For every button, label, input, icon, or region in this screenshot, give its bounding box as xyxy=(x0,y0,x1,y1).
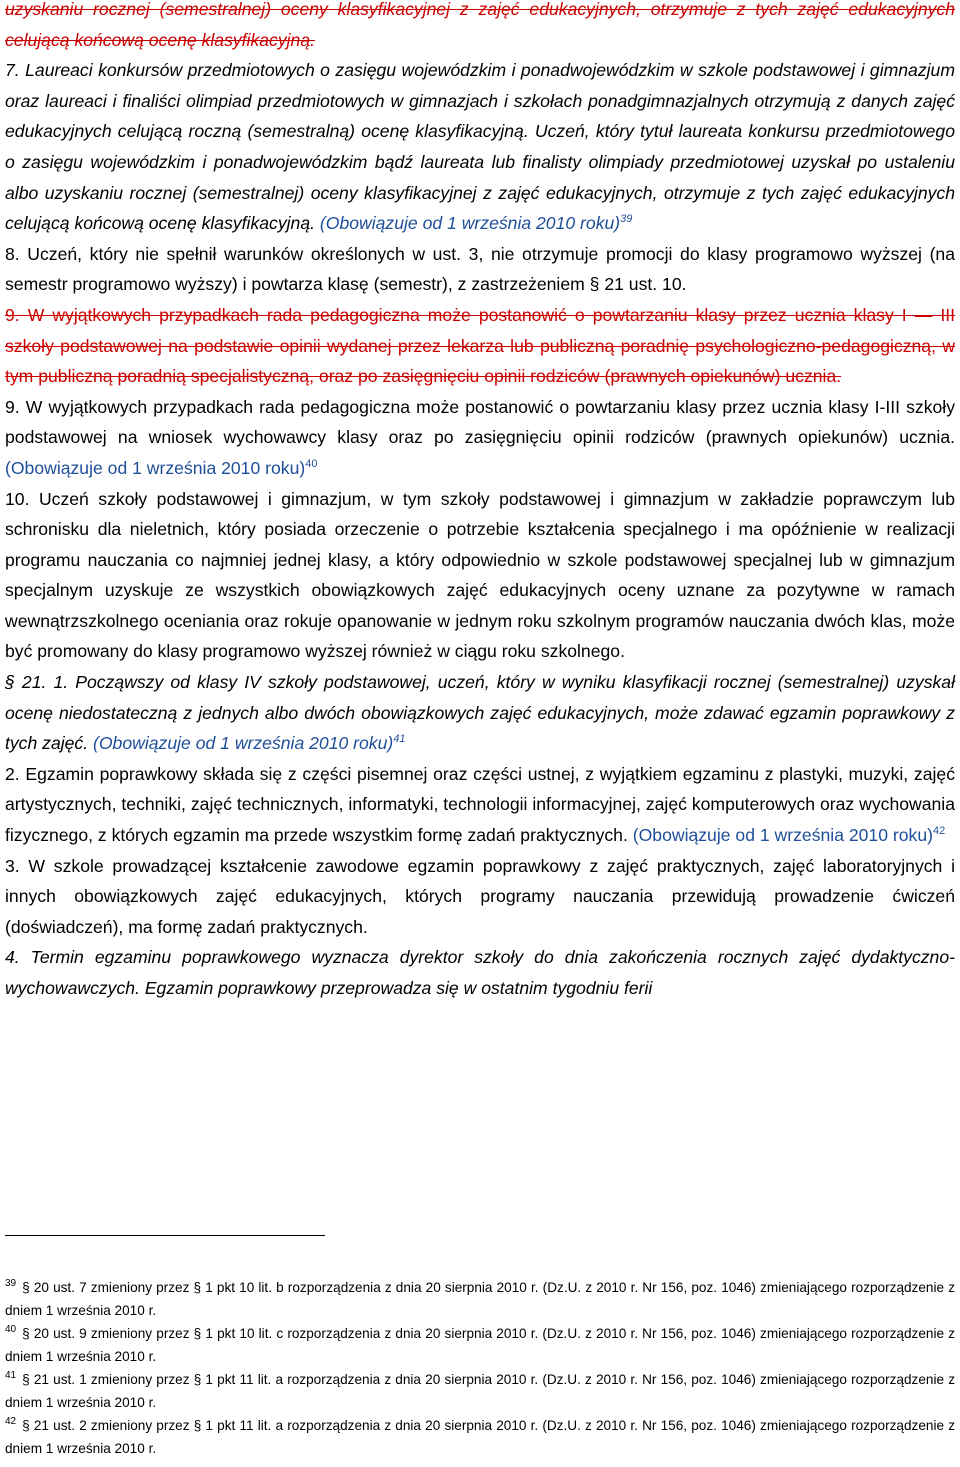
footnote-39 xyxy=(5,1276,955,1322)
section-21-paragraph-3: 3. W szkole prowadzącej kształcenie zawodowe egzamin poprawkowy z zajęć praktycznych, zajęć laboratoryjnych i innych obowiązkowych zajęć edukacyjnych, których programy nauczania przewidują prowadzenie ćwiczeń (doświadczeń), ma formę zadań praktycznych. xyxy=(5,855,955,937)
footnote-ref-41: 41 xyxy=(393,733,406,746)
footnote-separator xyxy=(5,1235,325,1236)
section-21-paragraph-2 xyxy=(5,759,955,851)
paragraph-9-effective-note: (Obowiązuje od 1 września 2010 roku) xyxy=(5,457,306,478)
footnote-number: 40 xyxy=(5,1324,17,1336)
footnote-text: § 21 ust. 1 zmieniony przez § 1 pkt 11 lit. a rozporządzenia z dnia 20 sierpnia 2010 r. (Dz.U. z 2010 r. Nr 156, poz. 1046) zmieniającego rozporządzenie z dniem 1 września 2010 r. xyxy=(5,1372,955,1410)
footnote-number: 42 xyxy=(5,1416,17,1428)
footnote-40 xyxy=(5,1322,955,1368)
section-21-paragraph-1-text: § 21. 1. Począwszy od klasy IV szkoły podstawowej, uczeń, który w wyniku klasyfikacji rocznej (semestralnej) uzyskał ocenę niedostateczną z jednych albo dwóch obowiązkowych zajęć edukacyjnych, może zdawać egzamin poprawkowy z tych zajęć. xyxy=(5,672,955,754)
paragraph-7-text: 7. Laureaci konkursów przedmiotowych o zasięgu wojewódzkim i ponadwojewódzkim w szkole podstawowej i gimnazjum oraz laureaci i finaliści olimpiad przedmiotowych w gimnazjach i szkołach ponadgimnazjalnych otrzymują z danych zajęć edukacyjnych celującą roczną (semestralną) ocenę klasyfikacyjną. Uczeń, który tytuł laureata konkursu przedmiotowego o zasięgu wojewódzkim i ponadwojewódzkim bądź laureata lub finalisty olimpiady przedmiotowej uzyskał po ustaleniu albo uzyskaniu rocznej (semestralnej) oceny klasyfikacyjnej z zajęć edukacyjnych, otrzymuje z tych zajęć edukacyjnych celującą końcową ocenę klasyfikacyjną. xyxy=(5,60,955,234)
section-21-paragraph-4: 4. Termin egzaminu poprawkowego wyznacza dyrektor szkoły do dnia zakończenia rocznych zajęć dydaktyczno-wychowawczych. Egzamin poprawkowy przeprowadza się w ostatnim tygodniu ferii xyxy=(5,947,955,998)
footnote-text: § 20 ust. 9 zmieniony przez § 1 pkt 10 lit. c rozporządzenia z dnia 20 sierpnia 2010 r. (Dz.U. z 2010 r. Nr 156, poz. 1046) zmieniającego rozporządzenie z dniem 1 września 2010 r. xyxy=(5,1326,955,1364)
footnote-text: § 20 ust. 7 zmieniony przez § 1 pkt 10 lit. b rozporządzenia z dnia 20 sierpnia 2010 r. (Dz.U. z 2010 r. Nr 156, poz. 1046) zmieniającego rozporządzenie z dniem 1 września 2010 r. xyxy=(5,1280,955,1318)
footnote-number: 39 xyxy=(5,1278,17,1290)
footnote-ref-40: 40 xyxy=(305,458,318,471)
section-21-paragraph-2-effective-note: (Obowiązuje od 1 września 2010 roku) xyxy=(632,825,933,846)
paragraph-10: 10. Uczeń szkoły podstawowej i gimnazjum, w tym szkoły podstawowej i gimnazjum w zakładzie poprawczym lub schronisku dla nieletnich, który posiada orzeczenie o potrzebie kształcenia specjalnego i ma opóźnienie w realizacji programu nauczania co najmniej jednej klasy, a który odpowiednio w szkole podstawowej specjalnej lub w gimnazjum specjalnym uzyskuje ze wszystkich obowiązkowych zajęć edukacyjnych oceny uznane za pozytywne w ramach wewnątrzszkolnego oceniania oraz rokuje opanowanie w jednym roku szkolnym programów nauczania dwóch klas, może być promowany do klasy programowo wyższej również w ciągu roku szkolnego. xyxy=(5,488,955,662)
section-21-paragraph-1 xyxy=(5,667,955,759)
footnote-41 xyxy=(5,1368,955,1414)
section-21-paragraph-1-effective-note: (Obowiązuje od 1 września 2010 roku) xyxy=(93,733,394,754)
paragraph-6-tail-struck: uzyskaniu rocznej (semestralnej) oceny klasyfikacyjnej z zajęć edukacyjnych, otrzymuje z tych zajęć edukacyjnych celującą końcową ocenę klasyfikacyjną. xyxy=(5,0,955,50)
footnote-42 xyxy=(5,1414,955,1460)
footnote-ref-42: 42 xyxy=(932,825,946,838)
footnote-number: 41 xyxy=(5,1370,17,1382)
footnotes xyxy=(5,1235,955,1460)
paragraph-9-old-struck: 9. W wyjątkowych przypadkach rada pedagogiczna może postanowić o powtarzaniu klasy przez ucznia klasy I — III szkoły podstawowej na podstawie opinii wydanej przez lekarza lub publiczną poradnię psychologiczno-pedagogiczną, w tym publiczną poradnią specjalistyczną, oraz po zasięgnięciu opinii rodziców (prawnych opiekunów) ucznia. xyxy=(5,304,955,387)
paragraph-8: 8. Uczeń, który nie spełnił warunków określonych w ust. 3, nie otrzymuje promocji do klasy programowo wyższej (na semestr programowo wyższy) i powtarza klasę (semestr), z zastrzeżeniem § 21 ust. 10. xyxy=(5,243,955,295)
paragraph-9-text: 9. W wyjątkowych przypadkach rada pedagogiczna może postanowić o powtarzaniu klasy przez ucznia klasy I-III szkoły podstawowej na wniosek wychowawcy klasy oraz po zasięgnięciu opinii rodziców (prawnych opiekunów) ucznia. xyxy=(5,396,955,448)
paragraph-7 xyxy=(5,55,955,239)
footnote-text: § 21 ust. 2 zmieniony przez § 1 pkt 11 lit. a rozporządzenia z dnia 20 sierpnia 2010 r. (Dz.U. z 2010 r. Nr 156, poz. 1046) zmieniającego rozporządzenie z dniem 1 września 2010 r. xyxy=(5,1418,955,1456)
paragraph-7-effective-note: (Obowiązuje od 1 września 2010 roku) xyxy=(319,213,621,234)
section-21-paragraph-2-text: 2. Egzamin poprawkowy składa się z części pisemnej oraz części ustnej, z wyjątkiem egzaminu z plastyki, muzyki, zajęć artystycznych, techniki, zajęć technicznych, informatyki, technologii informacyjnej, zajęć komputerowych oraz wychowania fizycznego, z których egzamin ma przede wszystkim formę zadań praktycznych. xyxy=(5,763,955,846)
paragraph-9-new xyxy=(5,392,955,484)
footnote-ref-39: 39 xyxy=(620,213,633,226)
document-page xyxy=(5,0,955,1004)
